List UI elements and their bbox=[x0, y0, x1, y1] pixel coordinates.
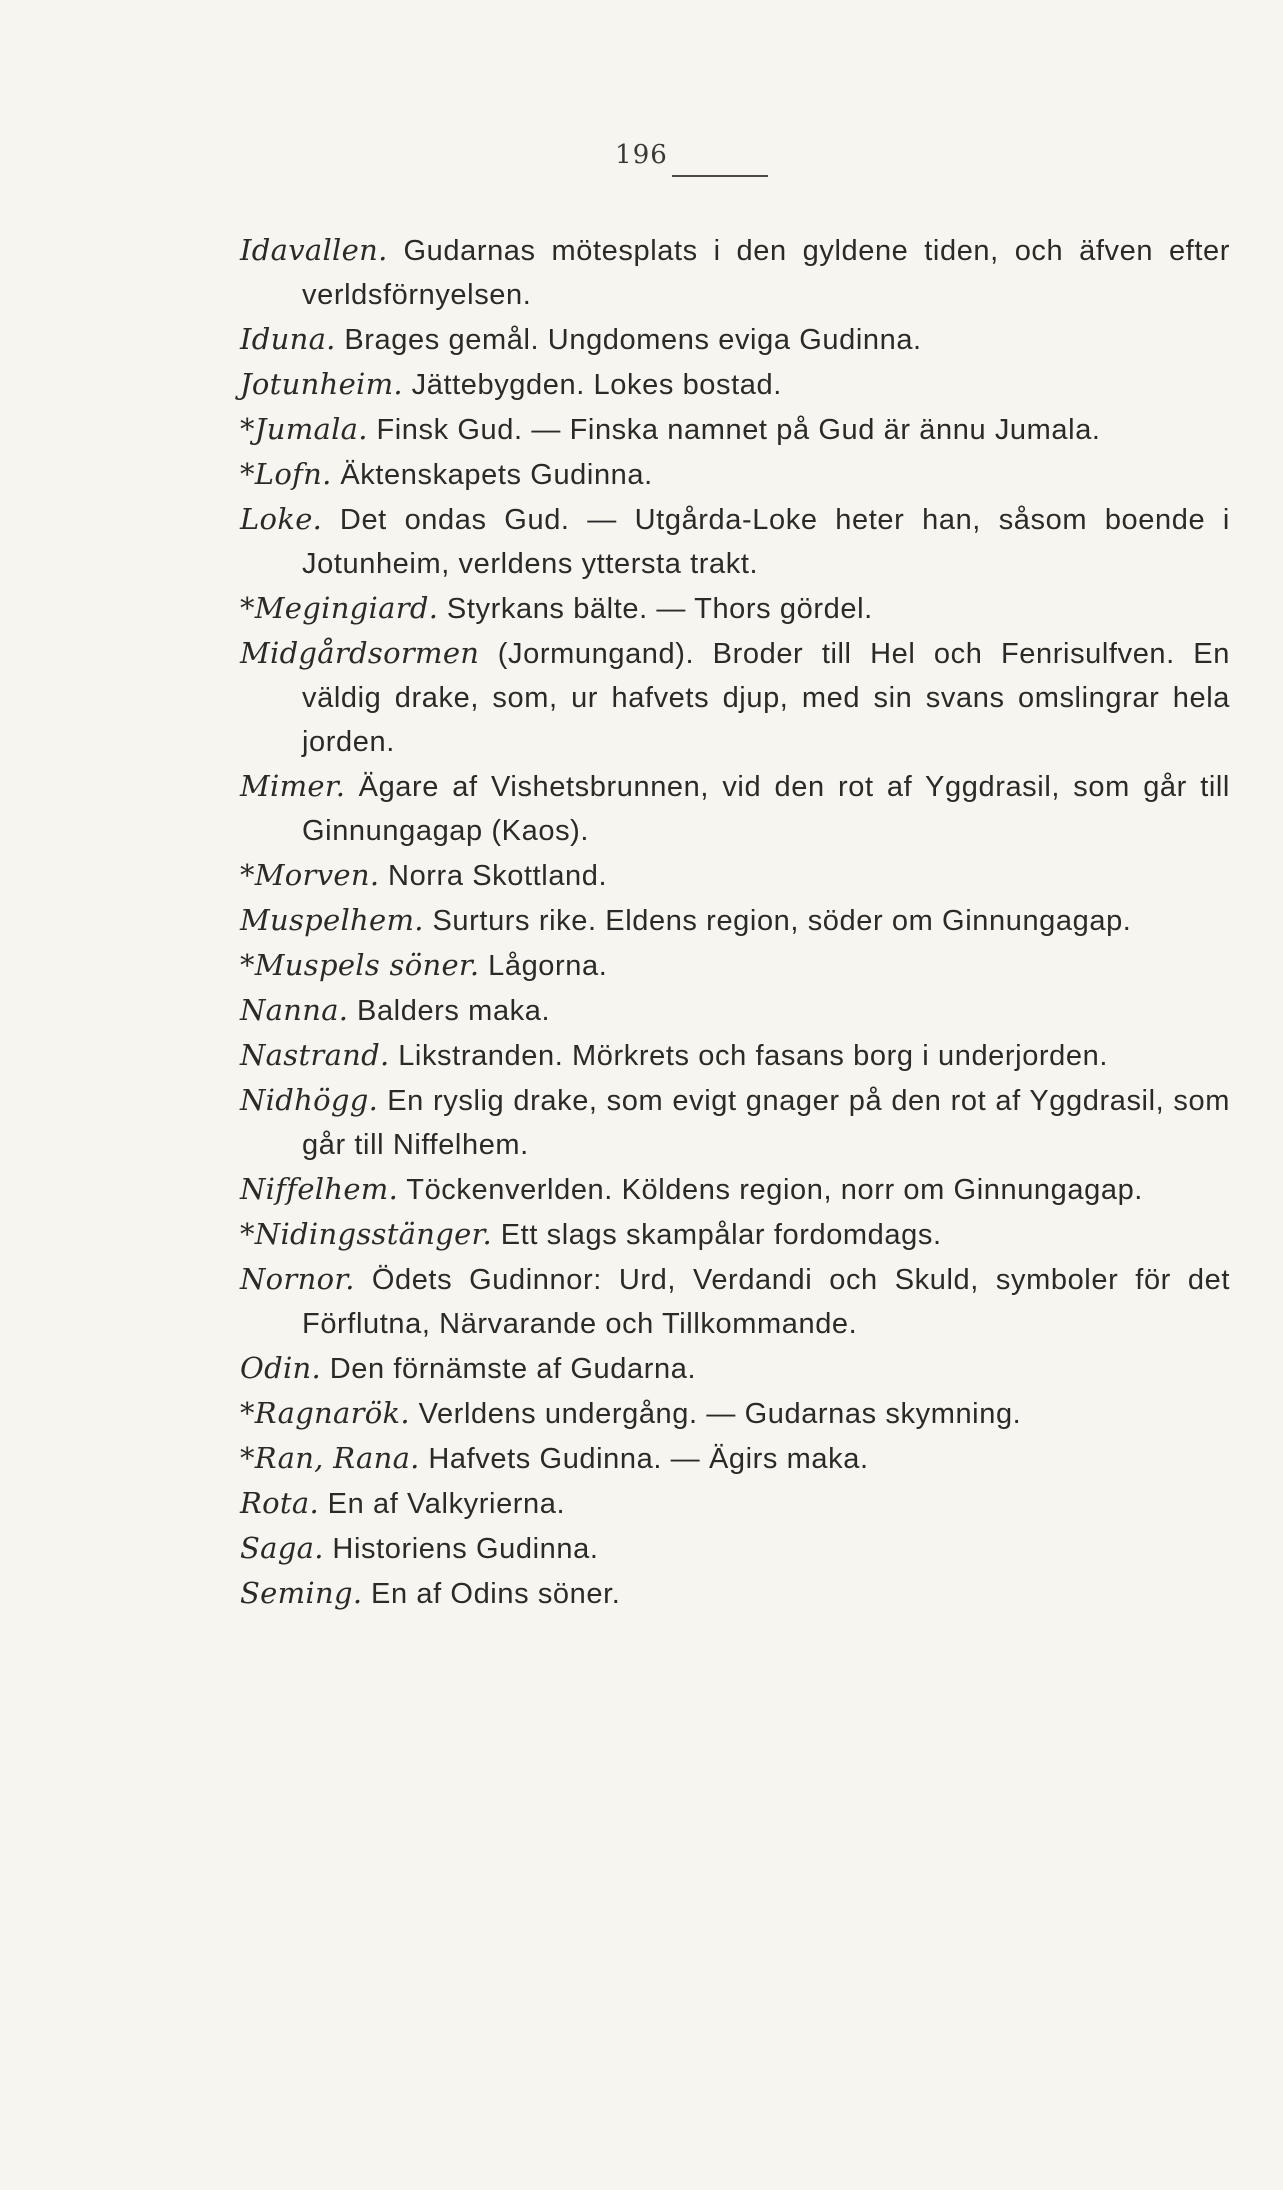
glossary-entry bbox=[240, 362, 1230, 407]
entry-term: *Ran, Rana. bbox=[240, 1441, 420, 1475]
entry-definition: Den förnämste af Gudarna. bbox=[329, 1353, 697, 1385]
entry-definition: (Jormungand). Broder till Hel och Fenrisulfven. En väldig drake, som, ur hafvets djup, med sin svans omslingrar hela jorden. bbox=[302, 638, 1230, 758]
entry-definition: Äktenskapets Gudinna. bbox=[340, 459, 653, 491]
glossary-entry bbox=[240, 898, 1230, 943]
entry-definition: En af Valkyrierna. bbox=[327, 1488, 566, 1520]
entry-definition: Det ondas Gud. — Utgårda-Loke heter han, såsom boende i Jotunheim, verldens yttersta trakt. bbox=[302, 504, 1230, 580]
entry-term: Idavallen. bbox=[240, 233, 388, 267]
entry-definition: Verldens undergång. — Gudarnas skymning. bbox=[418, 1398, 1022, 1430]
entry-term: Muspelhem. bbox=[240, 903, 424, 937]
glossary-entry bbox=[240, 853, 1230, 898]
glossary-entry bbox=[240, 1571, 1230, 1616]
entry-term: Rota. bbox=[240, 1486, 319, 1520]
glossary-entry bbox=[240, 1391, 1230, 1436]
glossary-entry bbox=[240, 497, 1230, 586]
glossary-entry bbox=[240, 988, 1230, 1033]
entry-term: Nanna. bbox=[240, 993, 349, 1027]
glossary-entry bbox=[240, 586, 1230, 631]
glossary-entry bbox=[240, 1033, 1230, 1078]
entry-term: Mimer. bbox=[240, 769, 346, 803]
entry-term: *Muspels söner. bbox=[240, 948, 480, 982]
entry-definition: Brages gemål. Ungdomens eviga Gudinna. bbox=[344, 324, 922, 356]
entry-definition: En ryslig drake, som evigt gnager på den rot af Yggdrasil, som går till Niffelhem. bbox=[302, 1085, 1230, 1161]
entry-term: Midgårdsormen bbox=[240, 636, 480, 670]
entry-term: Jotunheim. bbox=[240, 367, 403, 401]
glossary-entry bbox=[240, 1167, 1230, 1212]
glossary-list bbox=[240, 228, 1230, 1616]
entry-definition: Historiens Gudinna. bbox=[332, 1533, 599, 1565]
glossary-entry bbox=[240, 1078, 1230, 1167]
entry-term: Nornor. bbox=[240, 1262, 355, 1296]
entry-term: *Ragnarök. bbox=[240, 1396, 410, 1430]
entry-term: *Lofn. bbox=[240, 457, 332, 491]
glossary-entry bbox=[240, 1212, 1230, 1257]
glossary-entry bbox=[240, 407, 1230, 452]
entry-term: Nidhögg. bbox=[240, 1083, 379, 1117]
glossary-entry bbox=[240, 228, 1230, 317]
glossary-entry bbox=[240, 317, 1230, 362]
entry-term: *Jumala. bbox=[240, 412, 368, 446]
glossary-entry bbox=[240, 764, 1230, 853]
entry-definition: Finsk Gud. — Finska namnet på Gud är ännu Jumala. bbox=[376, 414, 1101, 446]
entry-term: *Morven. bbox=[240, 858, 380, 892]
glossary-entry bbox=[240, 1526, 1230, 1571]
entry-term: Iduna. bbox=[240, 322, 336, 356]
entry-definition: Ödets Gudinnor: Urd, Verdandi och Skuld, symboler för det Förflutna, Närvarande och Tillkommande. bbox=[302, 1264, 1230, 1340]
glossary-entry bbox=[240, 1436, 1230, 1481]
entry-definition: Hafvets Gudinna. — Ägirs maka. bbox=[428, 1443, 869, 1475]
glossary-entry bbox=[240, 1481, 1230, 1526]
entry-definition: Jättebygden. Lokes bostad. bbox=[411, 369, 782, 401]
entry-definition: En af Odins söner. bbox=[371, 1578, 621, 1610]
entry-term: Saga. bbox=[240, 1531, 324, 1565]
glossary-entry bbox=[240, 1346, 1230, 1391]
entry-term: Niffelhem. bbox=[240, 1172, 399, 1206]
entry-definition: Surturs rike. Eldens region, söder om Ginnungagap. bbox=[432, 905, 1132, 937]
entry-definition: Styrkans bälte. — Thors gördel. bbox=[446, 593, 873, 625]
entry-definition: Lågorna. bbox=[488, 950, 608, 982]
glossary-entry bbox=[240, 943, 1230, 988]
entry-term: Nastrand. bbox=[240, 1038, 390, 1072]
glossary-entry bbox=[240, 1257, 1230, 1346]
entry-definition: Ett slags skampålar fordomdags. bbox=[500, 1219, 942, 1251]
entry-definition: Norra Skottland. bbox=[388, 860, 608, 892]
entry-definition: Gudarnas mötesplats i den gyldene tiden, och äfven efter verldsförnyelsen. bbox=[302, 235, 1230, 311]
page-number: 196 bbox=[615, 140, 668, 170]
entry-definition: Ägare af Vishetsbrunnen, vid den rot af Yggdrasil, som går till Ginnungagap (Kaos). bbox=[302, 771, 1230, 847]
entry-term: Loke. bbox=[240, 502, 323, 536]
entry-term: *Megingiard. bbox=[240, 591, 439, 625]
glossary-entry bbox=[240, 452, 1230, 497]
entry-definition: Likstranden. Mörkrets och fasans borg i underjorden. bbox=[398, 1040, 1109, 1072]
entry-term: *Nidingsstänger. bbox=[240, 1217, 493, 1251]
entry-term: Seming. bbox=[240, 1576, 363, 1610]
entry-term: Odin. bbox=[240, 1351, 322, 1385]
entry-definition: Balders maka. bbox=[357, 995, 551, 1027]
entry-definition: Töckenverlden. Köldens region, norr om Ginnungagap. bbox=[406, 1174, 1143, 1206]
page-number-underline bbox=[672, 175, 768, 177]
glossary-entry bbox=[240, 631, 1230, 764]
